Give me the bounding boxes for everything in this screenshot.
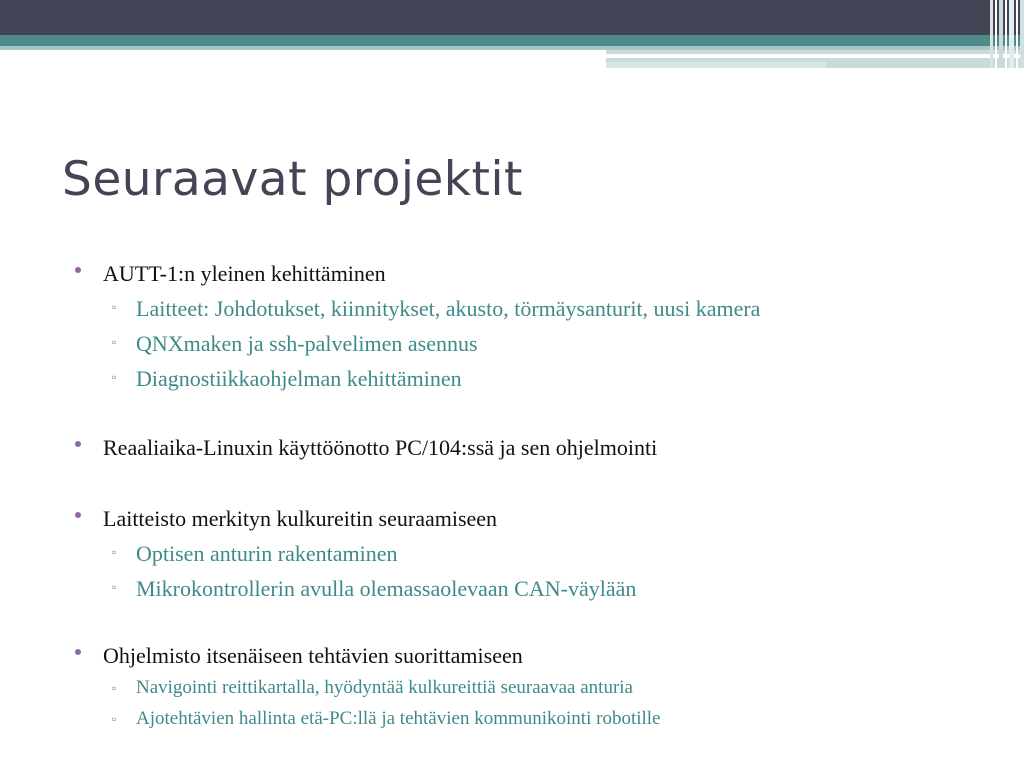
slide-title: Seuraavat projektit — [62, 152, 523, 207]
sub-bullet-square-icon: ▫ — [112, 712, 117, 726]
bullet-dot-icon — [75, 512, 81, 518]
sub-bullet-item — [112, 296, 761, 322]
sub-bullet-text: Navigointi reittikartalla, hyödyntää kulkureittiä seuraavaa anturia — [136, 677, 633, 698]
bullet-item — [103, 506, 497, 532]
sub-bullet-square-icon: ▫ — [112, 335, 117, 349]
bullet-item — [103, 261, 386, 287]
sub-bullet-item — [112, 331, 478, 357]
bullet-dot-icon — [75, 441, 81, 447]
sub-bullet-text: QNXmaken ja ssh-palvelimen asennus — [136, 331, 478, 356]
sub-bullet-text: Laitteet: Johdotukset, kiinnitykset, akusto, törmäysanturit, uusi kamera — [136, 296, 761, 321]
bullet-dot-icon — [75, 649, 81, 655]
sub-bullet-square-icon: ▫ — [112, 545, 117, 559]
bullet-text: Reaaliaika-Linuxin käyttöönotto PC/104:ssä ja sen ohjelmointi — [103, 435, 658, 460]
sub-bullet-square-icon: ▫ — [112, 681, 117, 695]
sub-bullet-text: Mikrokontrollerin avulla olemassaolevaan CAN-väylään — [136, 576, 637, 601]
sub-bullet-item — [112, 708, 661, 730]
bullet-text: Ohjelmisto itsenäiseen tehtävien suorittamiseen — [103, 643, 523, 668]
sub-bullet-item — [112, 677, 633, 699]
sub-bullet-item — [112, 541, 398, 567]
sub-bullet-item — [112, 366, 462, 392]
bullet-item — [103, 435, 657, 461]
sub-bullet-item — [112, 576, 637, 602]
sub-bullet-square-icon: ▫ — [112, 580, 117, 594]
sub-bullet-text: Optisen anturin rakentaminen — [136, 541, 398, 566]
sub-bullet-text: Diagnostiikkaohjelman kehittäminen — [136, 366, 462, 391]
bullet-text: AUTT-1:n yleinen kehittäminen — [103, 261, 386, 286]
sub-bullet-square-icon: ▫ — [112, 370, 117, 384]
bullet-dot-icon — [75, 267, 81, 273]
bullet-item — [103, 643, 523, 669]
sub-bullet-text: Ajotehtävien hallinta etä-PC:llä ja tehtävien kommunikointi robotille — [136, 708, 661, 729]
bullet-text: Laitteisto merkityn kulkureitin seuraamiseen — [103, 506, 498, 531]
sub-bullet-square-icon: ▫ — [112, 300, 117, 314]
